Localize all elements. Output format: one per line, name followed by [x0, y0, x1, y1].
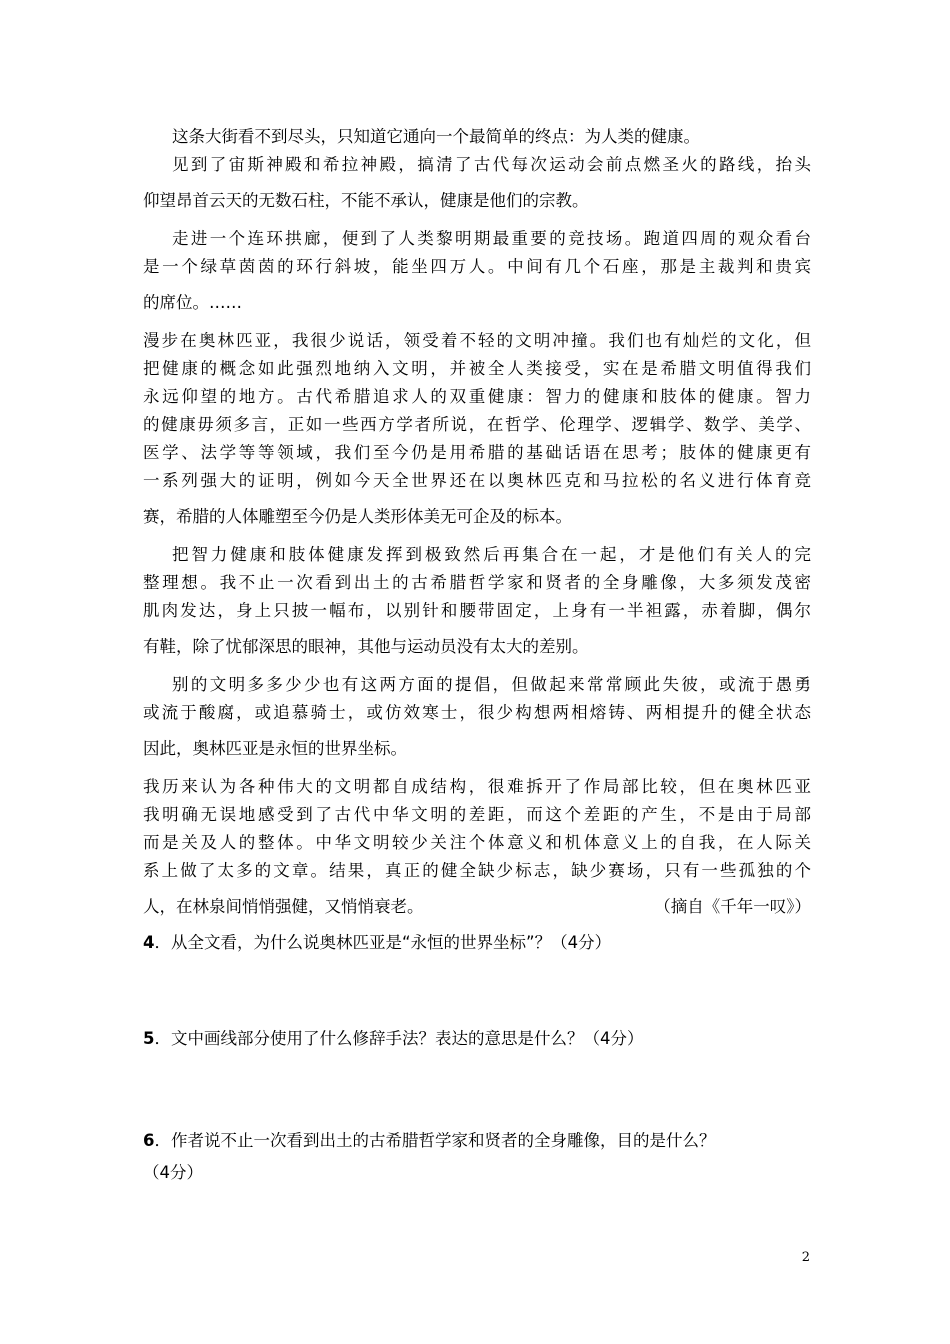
passage-line: 一系列强大的证明，例如今天全世界还在以奥林匹克和马拉松的名义进行体育竞	[143, 471, 811, 490]
passage-line: 而是关及人的整体。中华文明较少关注个体意义和机体意义上的自我，在人际关	[143, 833, 811, 852]
passage-line: 见到了宙斯神殿和希拉神殿，搞清了古代每次运动会前点燃圣火的路线，抬头	[172, 155, 811, 174]
passage-line: 漫步在奥林匹亚，我很少说话，领受着不轻的文明冲撞。我们也有灿烂的文化，但	[143, 331, 811, 350]
passage-line: 我历来认为各种伟大的文明都自成结构，很难拆开了作局部比较，但在奥林匹亚	[143, 777, 811, 796]
passage-line: 或流于酸腐，或追慕骑士，或仿效寒士，很少构想两相熔铸、两相提升的健全状态	[143, 703, 811, 722]
passage-line: 整理想。我不止一次看到出土的古希腊哲学家和贤者的全身雕像，大多须发茂密	[143, 573, 811, 592]
passage-last-line	[143, 894, 811, 920]
question-text: ．从全文看，为什么说奥林匹亚是“永恒的世界坐标”？（4分）	[154, 933, 612, 952]
passage-line: 我明确无误地感受到了古代中华文明的差距，而这个差距的产生，不是由于局部	[143, 805, 811, 824]
passage-line: 有鞋，除了忧郁深思的眼神，其他与运动员没有太大的差别。	[143, 637, 589, 656]
question-number: 6	[143, 1131, 155, 1150]
question-text: ．文中画线部分使用了什么修辞手法？表达的意思是什么？（4分）	[154, 1029, 644, 1048]
question-text: ．作者说不止一次看到出土的古希腊哲学家和贤者的全身雕像，目的是什么？	[154, 1131, 716, 1150]
passage-line: 的健康毋须多言，正如一些西方学者所说，在哲学、伦理学、逻辑学、数学、美学、	[143, 415, 811, 434]
passage-line: 的席位。……	[143, 293, 242, 312]
passage-line: 是一个绿草茵茵的环行斜坡，能坐四万人。中间有几个石座，那是主裁判和贵宾	[143, 257, 811, 276]
passage-line: 赛，希腊的人体雕塑至今仍是人类形体美无可企及的标本。	[143, 507, 572, 526]
passage-line: 把智力健康和肢体健康发挥到极致然后再集合在一起，才是他们有关人的完	[172, 545, 811, 564]
question-6	[143, 1128, 811, 1154]
passage-line: 因此，奥林匹亚是永恒的世界坐标。	[143, 739, 407, 758]
passage-line: 永远仰望的地方。古代希腊追求人的双重健康：智力的健康和肢体的健康。智力	[143, 387, 811, 406]
passage-line: 别的文明多多少少也有这两方面的提倡，但做起来常常顾此失彼，或流于愚勇	[172, 675, 811, 694]
question-4	[143, 930, 811, 956]
question-6-points: （4分）	[143, 1163, 203, 1182]
passage-line: 医学、法学等等领域，我们至今仍是用希腊的基础话语在思考；肢体的健康更有	[143, 443, 811, 462]
passage-line: 把健康的概念如此强烈地纳入文明，并被全人类接受，实在是希腊文明值得我们	[143, 359, 811, 378]
question-number: 4	[143, 933, 155, 952]
passage-line: 走进一个连环拱廊，便到了人类黎明期最重要的竞技场。跑道四周的观众看台	[172, 229, 811, 248]
question-5	[143, 1026, 811, 1052]
passage-line: 仰望昂首云天的无数石柱，不能不承认，健康是他们的宗教。	[143, 191, 589, 210]
passage-line: 人，在林泉间悄悄强健，又悄悄衰老。	[143, 897, 424, 916]
passage-line: 肌肉发达，身上只披一幅布，以别针和腰带固定，上身有一半袒露，赤着脚，偶尔	[143, 601, 811, 620]
passage-line: 这条大街看不到尽头，只知道它通向一个最简单的终点：为人类的健康。	[172, 127, 700, 146]
source-citation: （摘自《千年一叹》）	[654, 897, 811, 916]
passage-line: 系上做了太多的文章。结果，真正的健全缺少标志，缺少赛场，只有一些孤独的个	[143, 861, 811, 880]
question-number: 5	[143, 1029, 155, 1048]
page-number: 2	[801, 1250, 810, 1265]
